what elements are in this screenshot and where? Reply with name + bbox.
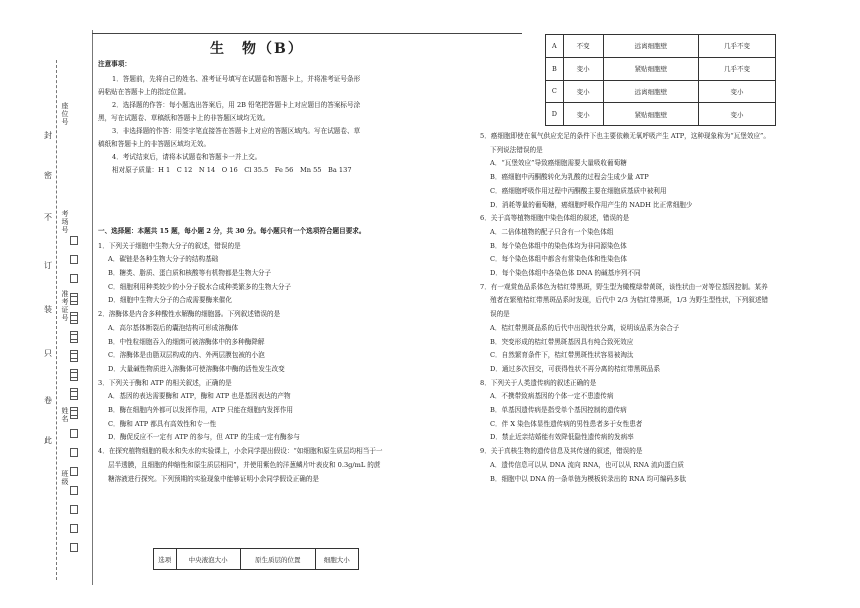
question-8-stem: 8．下列关于人类遗传病的叙述正确的是: [480, 378, 597, 387]
table-cell: D: [546, 103, 564, 126]
right-column: [480, 130, 825, 486]
notes-line: 4．考试结束后，请将本试题卷和答题卡一并上交。: [112, 152, 262, 161]
question-4-stem: 糖溶液进行探究。下列预期的实验现象中能够证明小余同学假设正确的是: [108, 474, 319, 483]
number-box: [70, 236, 78, 245]
notes-line: 3．非选择题的作答：用签字笔直接答在答题卡上对应的答题区域内。写在试题卷、草: [112, 126, 361, 135]
option-item: B．每个染色体组中的染色体均为非同源染色体: [490, 241, 627, 250]
table-cell: 远离细胞壁: [603, 80, 698, 103]
table-header-cell: 原生质层的位置: [240, 549, 315, 570]
option-item: D．每个染色体组中各染色体 DNA 的碱基序列不同: [490, 269, 641, 278]
table-header-cell: 细胞大小: [315, 549, 358, 570]
seal-char: 此: [44, 436, 52, 445]
question-5-stem: 下列说法错误的是: [490, 145, 543, 154]
margin-field-2: 考场号: [61, 210, 69, 234]
option-item: C．酶和 ATP 都具有高效性和专一性: [108, 419, 217, 428]
table-cell: 紧贴细胞壁: [603, 103, 698, 126]
table-cell: 变小: [563, 57, 603, 80]
notes-line: 黑，写在试题卷、草稿纸和答题卡上的非答题区域均无效。: [98, 113, 270, 122]
option-item: A．桔红带黑斑品系的后代中出现性状分离，说明该品系为杂合子: [490, 323, 680, 332]
table-cell: C: [546, 80, 564, 103]
option-item: B．癌细胞中丙酮酸转化为乳酸的过程会生成少量 ATP: [490, 173, 649, 182]
table-row: [546, 57, 776, 80]
question-4-stem: 4．在探究植物细胞的吸水和失水的实验课上，小余同学提出假设：“如细胞和原生质层均相当于一: [98, 447, 383, 456]
option-item: B．糖类、脂质、蛋白质和核酸等有机物都是生物大分子: [108, 269, 272, 277]
option-item: B．突变形成的桔红带黑斑基因具有纯合致死效应: [490, 337, 634, 346]
table-cell: 几乎不变: [699, 35, 776, 58]
question-1-stem: 1．下列关于细胞中生物大分子的叙述，错误的是: [98, 241, 241, 250]
question-7-stem: 7．有一观赏鱼品系体色为桔红带黑斑，野生型为橄榄绿带黄斑，该性状由一对等位基因控制。某养: [480, 282, 768, 291]
table-row: [546, 80, 776, 103]
q4-table-header: [153, 548, 359, 570]
margin-field-1: 座位号: [61, 102, 69, 126]
table-cell: 变小: [563, 80, 603, 103]
seal-char: 装: [44, 305, 52, 314]
option-item: D．酶促反应不一定有 ATP 的参与，但 ATP 的生成一定有酶参与: [108, 433, 300, 442]
question-3-stem: 3．下列关于酶和 ATP 的相关叙述，正确的是: [98, 378, 232, 387]
number-box: [70, 388, 78, 397]
table-cell: 变小: [699, 103, 776, 126]
margin-field-5: 班级: [61, 470, 69, 486]
option-item: B．酶在细胞内外都可以发挥作用，ATP 只能在细胞内发挥作用: [108, 406, 294, 415]
notes-line: 相对原子质量：H 1 C 12 N 14 O 16 Cl 35.5 Fe 56 Mn 55 Ba 137: [112, 165, 352, 174]
number-box: [70, 293, 78, 302]
number-box: [70, 524, 78, 533]
number-box: [70, 369, 78, 378]
binding-line: [56, 60, 57, 580]
table-header-row: [154, 549, 359, 570]
question-9-stem: 9．关于真核生物的遗传信息及其传递的叙述，错误的是: [480, 447, 643, 456]
table-row: [546, 103, 776, 126]
notes-line: 码粘贴在答题卡上的指定位置。: [98, 87, 191, 96]
section-heading: 一、选择题：本题共 15 题，每小题 2 分，共 30 分。每小题只有一个选项符合题目要求。: [98, 227, 366, 235]
notes-heading: 注意事项：: [98, 60, 131, 68]
seal-char: 不: [44, 213, 52, 222]
table-cell: 不变: [563, 35, 603, 58]
table-cell: 紧贴细胞壁: [603, 57, 698, 80]
number-box: [70, 467, 78, 476]
option-item: C．细胞利用种类较少的小分子脱水合成种类繁多的生物大分子: [108, 282, 292, 291]
table-cell: 远离细胞壁: [603, 35, 698, 58]
number-box: [70, 255, 78, 264]
table-cell: 变小: [699, 80, 776, 103]
number-box: [70, 505, 78, 514]
notes-block: [98, 60, 428, 177]
seal-char: 封: [44, 131, 52, 140]
number-box: [70, 429, 78, 438]
number-box: [70, 486, 78, 495]
table-cell: 变小: [563, 103, 603, 126]
question-5-stem: 5．癌细胞即使在氧气供应充足的条件下也主要依赖无氧呼吸产生 ATP，这种现象称为“瓦堡效应”。: [480, 132, 771, 140]
option-item: C．每个染色体组中都含有常染色体和性染色体: [490, 255, 627, 264]
table-header-cell: 中央液泡大小: [176, 549, 240, 570]
table-cell: 几乎不变: [699, 57, 776, 80]
number-boxes-2: [70, 230, 80, 420]
number-box: [70, 407, 78, 416]
table-row: [546, 35, 776, 58]
notes-line: 2．选择题的作答：每小题选出答案后，用 2B 铅笔把答题卡上对应题目的答案标号涂: [112, 100, 361, 109]
option-item: A．高尔基体断裂后的囊泡结构可形成溶酶体: [108, 323, 239, 332]
option-item: A．二倍体植物的配子只含有一个染色体组: [490, 227, 614, 236]
notes-line: 1．答题前，先将自己的姓名、准考证号填写在试题卷和答题卡上，并将准考证号条形: [112, 74, 361, 83]
option-item: D．细胞中生物大分子的合成需要酶来催化: [108, 296, 232, 305]
notes-line: 稿纸和答题卡上的非答题区域均无效。: [98, 139, 211, 148]
question-7-stem: 误的是: [490, 310, 510, 319]
question-7-stem: 殖者在繁殖桔红带黑斑品系时发现，后代中 2/3 为桔红带黑斑，1/3 为野生型性状，下列叙述错: [490, 296, 769, 305]
margin-divider: [92, 30, 93, 585]
option-item: A．基因的表达需要酶和 ATP，酶和 ATP 也是基因表达的产物: [108, 392, 291, 401]
option-item: C．自然繁育条件下，桔红带黑斑性状容易被淘汰: [490, 351, 634, 360]
seal-char: 密: [44, 171, 52, 180]
option-item: D．禁止近亲结婚能有效降低隐性遗传病的发病率: [490, 433, 634, 442]
question-4-stem: 层半透膜，且细胞的伸缩性和原生质层相同”，并使用紫色的洋葱鳞片叶表皮和 0.3g/mL 的蔗: [108, 460, 381, 469]
number-box: [70, 543, 78, 552]
header-rule: [92, 33, 522, 34]
number-box: [70, 274, 78, 283]
option-item: A．遗传信息可以从 DNA 流向 RNA，也可以从 RNA 流向蛋白质: [490, 460, 684, 469]
table-cell: A: [546, 35, 564, 58]
table-cell: B: [546, 57, 564, 80]
seal-char: 卷: [44, 396, 52, 405]
question-2-stem: 2．溶酶体是内含多种酸性水解酶的细胞器。下列叙述错误的是: [98, 310, 281, 319]
option-item: C．伴 X 染色体显性遗传病的男性患者多于女性患者: [490, 419, 643, 428]
number-box: [70, 312, 78, 321]
option-item: C．癌细胞呼吸作用过程中丙酮酸主要在细胞质基质中被利用: [490, 186, 667, 195]
option-item: A．碳链是各种生物大分子的结构基础: [108, 255, 219, 264]
page-title: 生 物（B）: [210, 41, 304, 57]
number-box: [70, 350, 78, 359]
seal-char: 只: [44, 349, 52, 358]
option-item: D．消耗等量的葡萄糖，癌细胞呼吸作用产生的 NADH 比正常细胞少: [490, 200, 693, 209]
seal-char: 订: [44, 261, 52, 270]
option-item: B．中性粒细胞吞入的细菌可被溶酶体中的多种酶降解: [108, 337, 265, 346]
margin-field-4: 姓名: [61, 407, 69, 423]
table-header-cell: 选项: [154, 549, 177, 570]
option-item: B．细胞中以 DNA 的一条单链为模板转录出的 RNA 均可编码多肽: [490, 474, 687, 483]
left-column: [98, 227, 428, 486]
option-item: C．溶酶体是由脂双层构成的内、外两层膜包被的小泡: [108, 351, 265, 360]
option-item: D．通过多次回交，可获得性状不再分离的桔红带黑斑品系: [490, 364, 661, 373]
question-6-stem: 6．关于高等植物细胞中染色体组的叙述，错误的是: [480, 214, 630, 223]
number-box: [70, 448, 78, 457]
option-item: B．单基因遗传病是指受单个基因控制的遗传病: [490, 406, 627, 415]
margin-field-3: 准考证号: [61, 290, 69, 322]
option-item: A．“瓦堡效应”导致癌细胞需要大量吸收葡萄糖: [490, 159, 627, 168]
number-box: [70, 331, 78, 340]
q4-table-rows: [545, 34, 776, 126]
option-item: D．大量碱性物质进入溶酶体可使溶酶体中酶的活性发生改变: [108, 364, 285, 373]
option-item: A．不携带致病基因的个体一定不患遗传病: [490, 392, 614, 401]
